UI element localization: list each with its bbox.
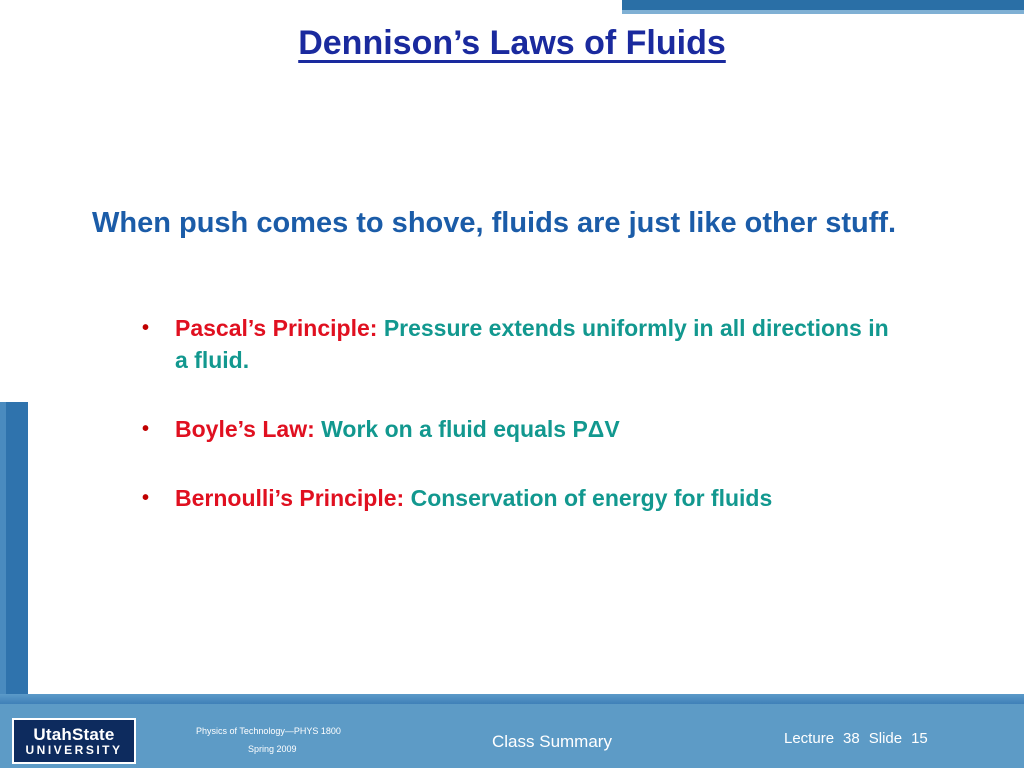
course-term: Spring 2009 bbox=[248, 744, 297, 754]
slide-label: Slide bbox=[868, 730, 903, 747]
bullet-description: Conservation of energy for fluids bbox=[410, 485, 773, 511]
bullet-dot-icon: • bbox=[142, 487, 150, 509]
slide-footer bbox=[0, 704, 1024, 768]
bullet-description: Pressure extends uniformly in all directions in a fluid. bbox=[175, 315, 889, 373]
bullet-dot-icon: • bbox=[142, 418, 150, 440]
lecture-number: 38 bbox=[843, 730, 860, 747]
bullet-item-boyle bbox=[140, 413, 900, 445]
bullet-term: Pascal’s Principle: bbox=[175, 315, 378, 341]
bullet-dot-icon: • bbox=[142, 317, 150, 339]
bullet-description: Work on a fluid equals PΔV bbox=[321, 416, 620, 442]
lecture-label: Lecture bbox=[784, 730, 835, 747]
main-statement: When push comes to shove, fluids are just like other stuff. bbox=[92, 207, 897, 239]
bullet-list bbox=[140, 312, 900, 551]
slide-title: Dennison’s Laws of Fluids bbox=[298, 24, 726, 62]
bottom-frame-strip bbox=[0, 694, 1024, 704]
bullet-term: Boyle’s Law: bbox=[175, 416, 315, 442]
logo-bottom-text: UNIVERSITY bbox=[25, 742, 123, 757]
left-frame-bar bbox=[0, 402, 28, 702]
top-accent-bar bbox=[622, 0, 1024, 14]
university-logo bbox=[12, 718, 136, 764]
logo-top-text: UtahState bbox=[33, 724, 115, 744]
bullet-term: Bernoulli’s Principle: bbox=[175, 485, 405, 511]
section-label: Class Summary bbox=[492, 732, 612, 751]
course-name: Physics of Technology—PHYS 1800 bbox=[196, 726, 341, 736]
lecture-slide-info bbox=[784, 730, 937, 747]
bullet-item-bernoulli bbox=[140, 482, 900, 514]
bullet-item-pascal bbox=[140, 312, 900, 376]
slide-number: 15 bbox=[911, 730, 928, 747]
